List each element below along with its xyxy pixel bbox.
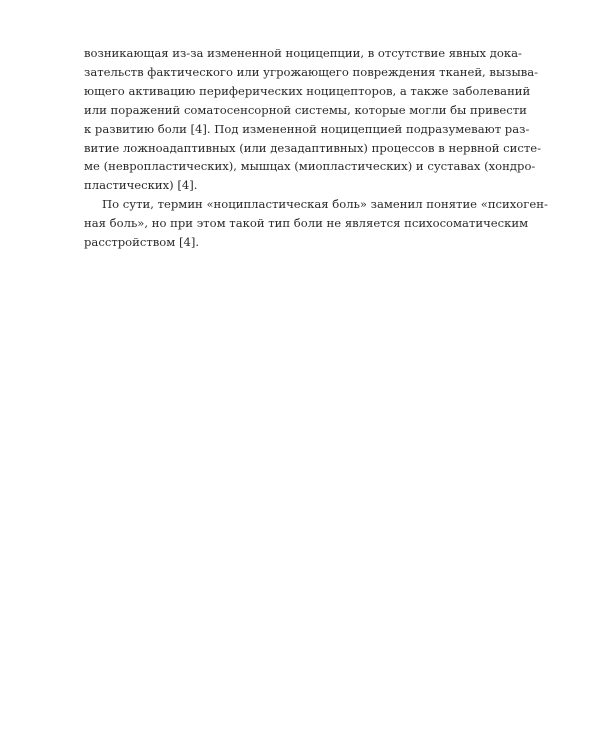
text-line: ющего активацию периферических ноцицепторов, а также заболеваний	[84, 83, 531, 98]
text-line: возникающая из-за измененной ноцицепции, в отсутствие явных дока-	[84, 46, 522, 60]
text-line: или поражений соматосенсорной системы, которые могли бы привести	[84, 102, 527, 117]
text-line: ная боль», но при этом такой тип боли не является психосоматическим	[84, 216, 529, 231]
text-line: расстройством [4].	[84, 235, 200, 250]
text-line: витие ложноадаптивных (или дезадаптивных) процессов в нервной систе-	[84, 140, 542, 155]
paragraph-2	[84, 195, 548, 252]
text-line: ме (невропластических), мышцах (миопластических) и суставах (хондро-	[84, 159, 536, 174]
body-text	[84, 44, 548, 252]
text-line: пластических) [4].	[84, 178, 198, 193]
text-line: По сути, термин «ноципластическая боль» заменил понятие «психоген-	[102, 197, 548, 212]
text-line: зательств фактического или угрожающего повреждения тканей, вызыва-	[84, 64, 539, 79]
paragraph-1	[84, 44, 542, 195]
text-line: к развитию боли [4]. Под измененной ноцицепцией подразумевают раз-	[84, 121, 530, 136]
